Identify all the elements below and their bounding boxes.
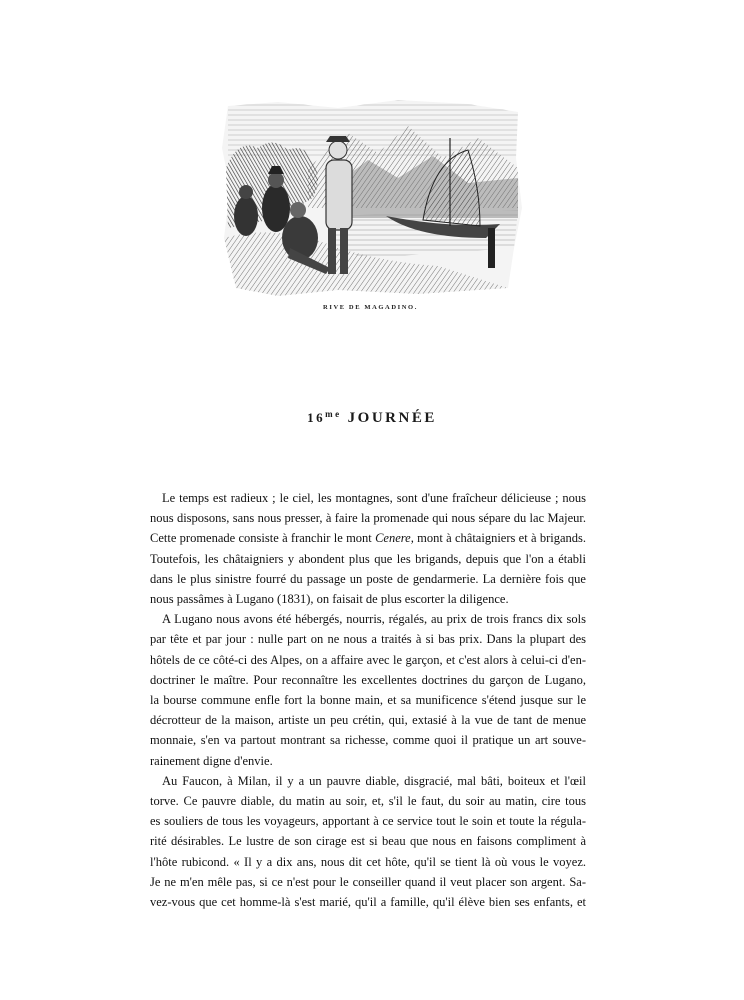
text-line: l'hôte rubicond. « Il y a dix ans, nous dit cet hôte, qu'il se tient là où vous le voyez.: [150, 854, 586, 869]
text-line: dans le plus sinistre fourré du passage un poste de gendarmerie. La dernière fois que: [150, 571, 586, 586]
italic-word: Cenere,: [375, 531, 414, 546]
text-line: rainement digne d'envie.: [150, 753, 273, 768]
text-line: rité désirables. Le lustre de son cirage est si beau que nous en faisons compliment à: [150, 834, 586, 849]
text-segment: Cette promenade consiste à franchir le mont: [150, 531, 376, 546]
text-line: A Lugano nous avons été hébergés, nourris, régalés, au prix de trois francs dix sols: [162, 612, 586, 627]
illustration-caption: RIVE DE MAGADINO.: [323, 304, 418, 311]
text-line: hôtels de ce côté-ci des Alpes, on a affaire avec le garçon, et c'est alors à celui-ci d'en-: [150, 652, 586, 667]
text-line: par tête et par jour : nulle part on ne nous a traités à si bas prix. Dans la plupart des: [150, 632, 586, 647]
text-line: nous disposons, sans nous presser, à faire la promenade qui nous sépare du lac Majeur.: [150, 511, 586, 526]
text-line: doctriner le maître. Pour reconnaître les excellentes doctrines du garçon de Lugano,: [150, 672, 586, 687]
body-text: [150, 488, 586, 912]
text-line: torve. Ce pauvre diable, du matin au soir, et, s'il le faut, du soir au matin, cire tous: [150, 794, 586, 809]
chapter-title: JOURNÉE: [347, 410, 437, 426]
text-line: [150, 528, 586, 548]
text-line: monnaie, s'en va partout montrant sa richesse, comme quoi il pratique un art souve-: [150, 733, 586, 748]
text-line: Toutefois, les châtaigniers y abondent plus que les brigands, depuis que l'on a établi: [150, 551, 586, 566]
text-line: vez-vous que cet homme-là s'est marié, qu'il a famille, qu'il élève bien ses enfants, et: [150, 895, 586, 910]
text-line: Au Faucon, à Milan, il y a un pauvre diable, disgracié, mal bâti, boiteux et l'œil: [162, 773, 586, 788]
text-line: Je ne m'en mêle pas, si ce n'est pour le conseiller quand il veut placer son argent. Sa-: [150, 874, 586, 889]
text-line: Le temps est radieux ; le ciel, les montagnes, sont d'une fraîcheur délicieuse ; nous: [162, 491, 586, 505]
text-line: nous passâmes à Lugano (1831), on faisait de plus escorter la diligence.: [150, 592, 509, 607]
text-line: la bourse commune enfle fort la bonne main, et sa munificence s'étend jusque sur le: [150, 693, 586, 708]
text-line: décrotteur de la maison, artiste un peu crétin, qui, extasié à la vue de tant de menue: [150, 713, 586, 728]
text-segment: mont à châtaigniers et à brigands.: [413, 531, 586, 546]
chapter-number-suffix: me: [325, 409, 342, 419]
chapter-number: 16: [307, 410, 326, 425]
text-line: es souliers de tous les voyageurs, apportant à ce service tout le soin et toute la régula-: [150, 814, 586, 829]
engraving-illustration: [218, 98, 523, 298]
chapter-heading: [0, 410, 744, 427]
